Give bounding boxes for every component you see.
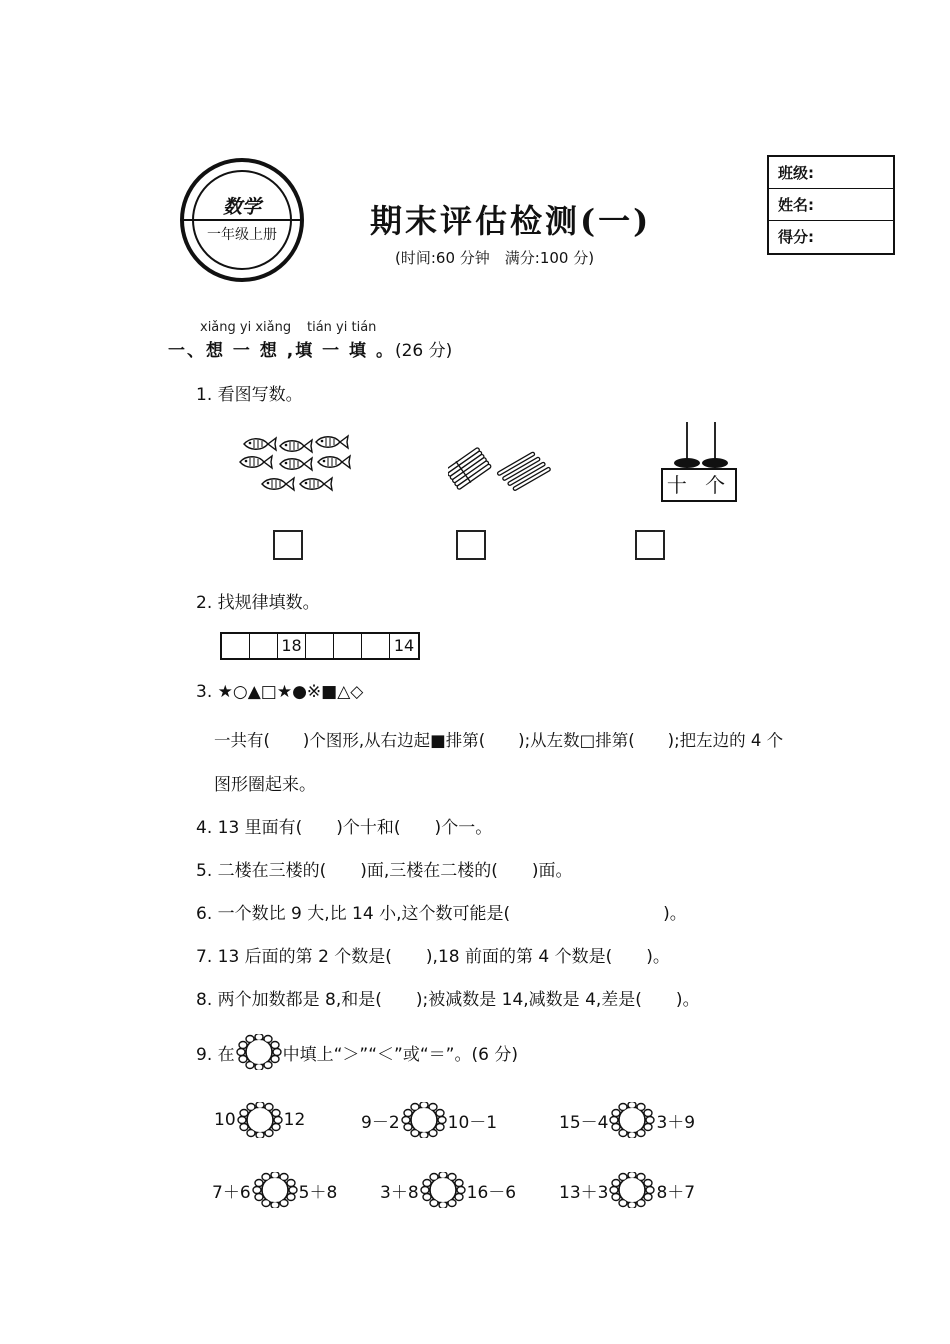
loose-sticks (497, 449, 551, 494)
question-4: 4. 13 里面有( )个十和( )个一。 (196, 818, 493, 838)
flower-answer-slot[interactable] (419, 1172, 467, 1208)
question-6: 6. 一个数比 9 大,比 14 小,这个数可能是( )。 (196, 904, 687, 924)
section-heading (168, 336, 452, 361)
question-8: 8. 两个加数都是 8,和是( );被减数是 14,减数是 4,差是( )。 (196, 990, 700, 1010)
question-3-line-2: 图形圈起来。 (214, 775, 316, 795)
sequence-cell[interactable] (306, 634, 334, 658)
comparison-right: 12 (283, 1110, 306, 1130)
question-3-line-1: 一共有( )个图形,从右边起■排第( );从左数□排第( );把左边的 4 个 (214, 731, 784, 750)
seal-divider (184, 219, 300, 221)
number-sequence (220, 632, 420, 660)
comparison-right: 10－1 (447, 1112, 498, 1133)
name-field[interactable]: 姓名: (769, 189, 893, 221)
flower-icon (235, 1034, 283, 1070)
sequence-cell[interactable] (362, 634, 390, 658)
comparison-3 (559, 1102, 695, 1138)
comparison-right: 5＋8 (298, 1182, 338, 1203)
comparison-4 (212, 1172, 337, 1208)
exam-meta: (时间:60 分钟 满分:100 分) (395, 249, 595, 267)
page-title: 期末评估检测(一) (370, 202, 652, 240)
pinyin-xiang: xiǎng yi xiǎng (200, 320, 292, 335)
seal-grade: 一年级上册 (207, 227, 277, 243)
comparison-left: 7＋6 (212, 1182, 251, 1203)
sticks-picture (448, 446, 558, 496)
comparison-6 (559, 1172, 695, 1208)
fish-8 (300, 478, 332, 490)
section-title: 一、想 一 想 ,填 一 填 。 (168, 341, 395, 361)
comparison-right: 8＋7 (656, 1182, 696, 1203)
abacus-bead-ones (702, 458, 728, 468)
fish-6 (318, 456, 350, 468)
fish-picture (236, 432, 356, 500)
sequence-cell[interactable] (222, 634, 250, 658)
question-7: 7. 13 后面的第 2 个数是( ),18 前面的第 4 个数是( )。 (196, 947, 670, 967)
flower-answer-slot[interactable] (608, 1172, 656, 1208)
abacus-picture (660, 420, 740, 470)
student-info-box (767, 155, 895, 255)
comparison-2 (361, 1102, 497, 1138)
answer-box-sticks[interactable] (456, 530, 486, 560)
subject-seal (180, 158, 304, 282)
class-field[interactable]: 班级: (769, 157, 893, 189)
question-9-prefix: 9. 在 (196, 1044, 235, 1065)
fish-5 (280, 458, 312, 470)
comparison-1 (214, 1102, 305, 1138)
abacus-label: 十 个 (661, 468, 737, 502)
stick-bundle (448, 446, 492, 490)
comparison-left: 15－4 (559, 1112, 609, 1133)
fish-4 (240, 456, 272, 468)
question-5: 5. 二楼在三楼的( )面,三楼在二楼的( )面。 (196, 861, 573, 881)
question-3: 3. ★○▲□★●※■△◇ (196, 682, 364, 702)
question-9-instruction: 中填上“＞”“＜”或“＝”。(6 分) (282, 1044, 518, 1065)
fish-7 (262, 478, 294, 490)
seal-subject: 数学 (222, 196, 261, 218)
pinyin-tian: tián yi tián (307, 320, 377, 335)
question-1: 1. 看图写数。 (196, 385, 303, 405)
answer-box-fish[interactable] (273, 530, 303, 560)
comparison-right: 16－6 (466, 1182, 517, 1203)
flower-answer-slot[interactable] (251, 1172, 299, 1208)
sequence-cell: 18 (278, 634, 306, 658)
score-field[interactable]: 得分: (778, 228, 814, 246)
comparison-left: 13＋3 (559, 1182, 609, 1203)
fish-2 (280, 440, 312, 452)
flower-answer-slot[interactable] (400, 1102, 448, 1138)
fish-1 (244, 438, 276, 450)
sequence-cell[interactable] (250, 634, 278, 658)
flower-answer-slot[interactable] (608, 1102, 656, 1138)
section-points: (26 分) (394, 341, 453, 361)
fish-3 (316, 436, 348, 448)
sequence-cell[interactable] (334, 634, 362, 658)
comparison-left: 10 (214, 1110, 236, 1130)
question-2: 2. 找规律填数。 (196, 593, 320, 613)
comparison-right: 3＋9 (656, 1112, 696, 1133)
comparison-5 (380, 1172, 516, 1208)
sequence-cell: 14 (393, 636, 415, 655)
question-9 (196, 1034, 518, 1070)
answer-box-abacus[interactable] (635, 530, 665, 560)
abacus-bead-tens (674, 458, 700, 468)
flower-answer-slot[interactable] (236, 1102, 284, 1138)
comparison-left: 3＋8 (380, 1182, 419, 1203)
comparison-left: 9－2 (361, 1112, 400, 1133)
